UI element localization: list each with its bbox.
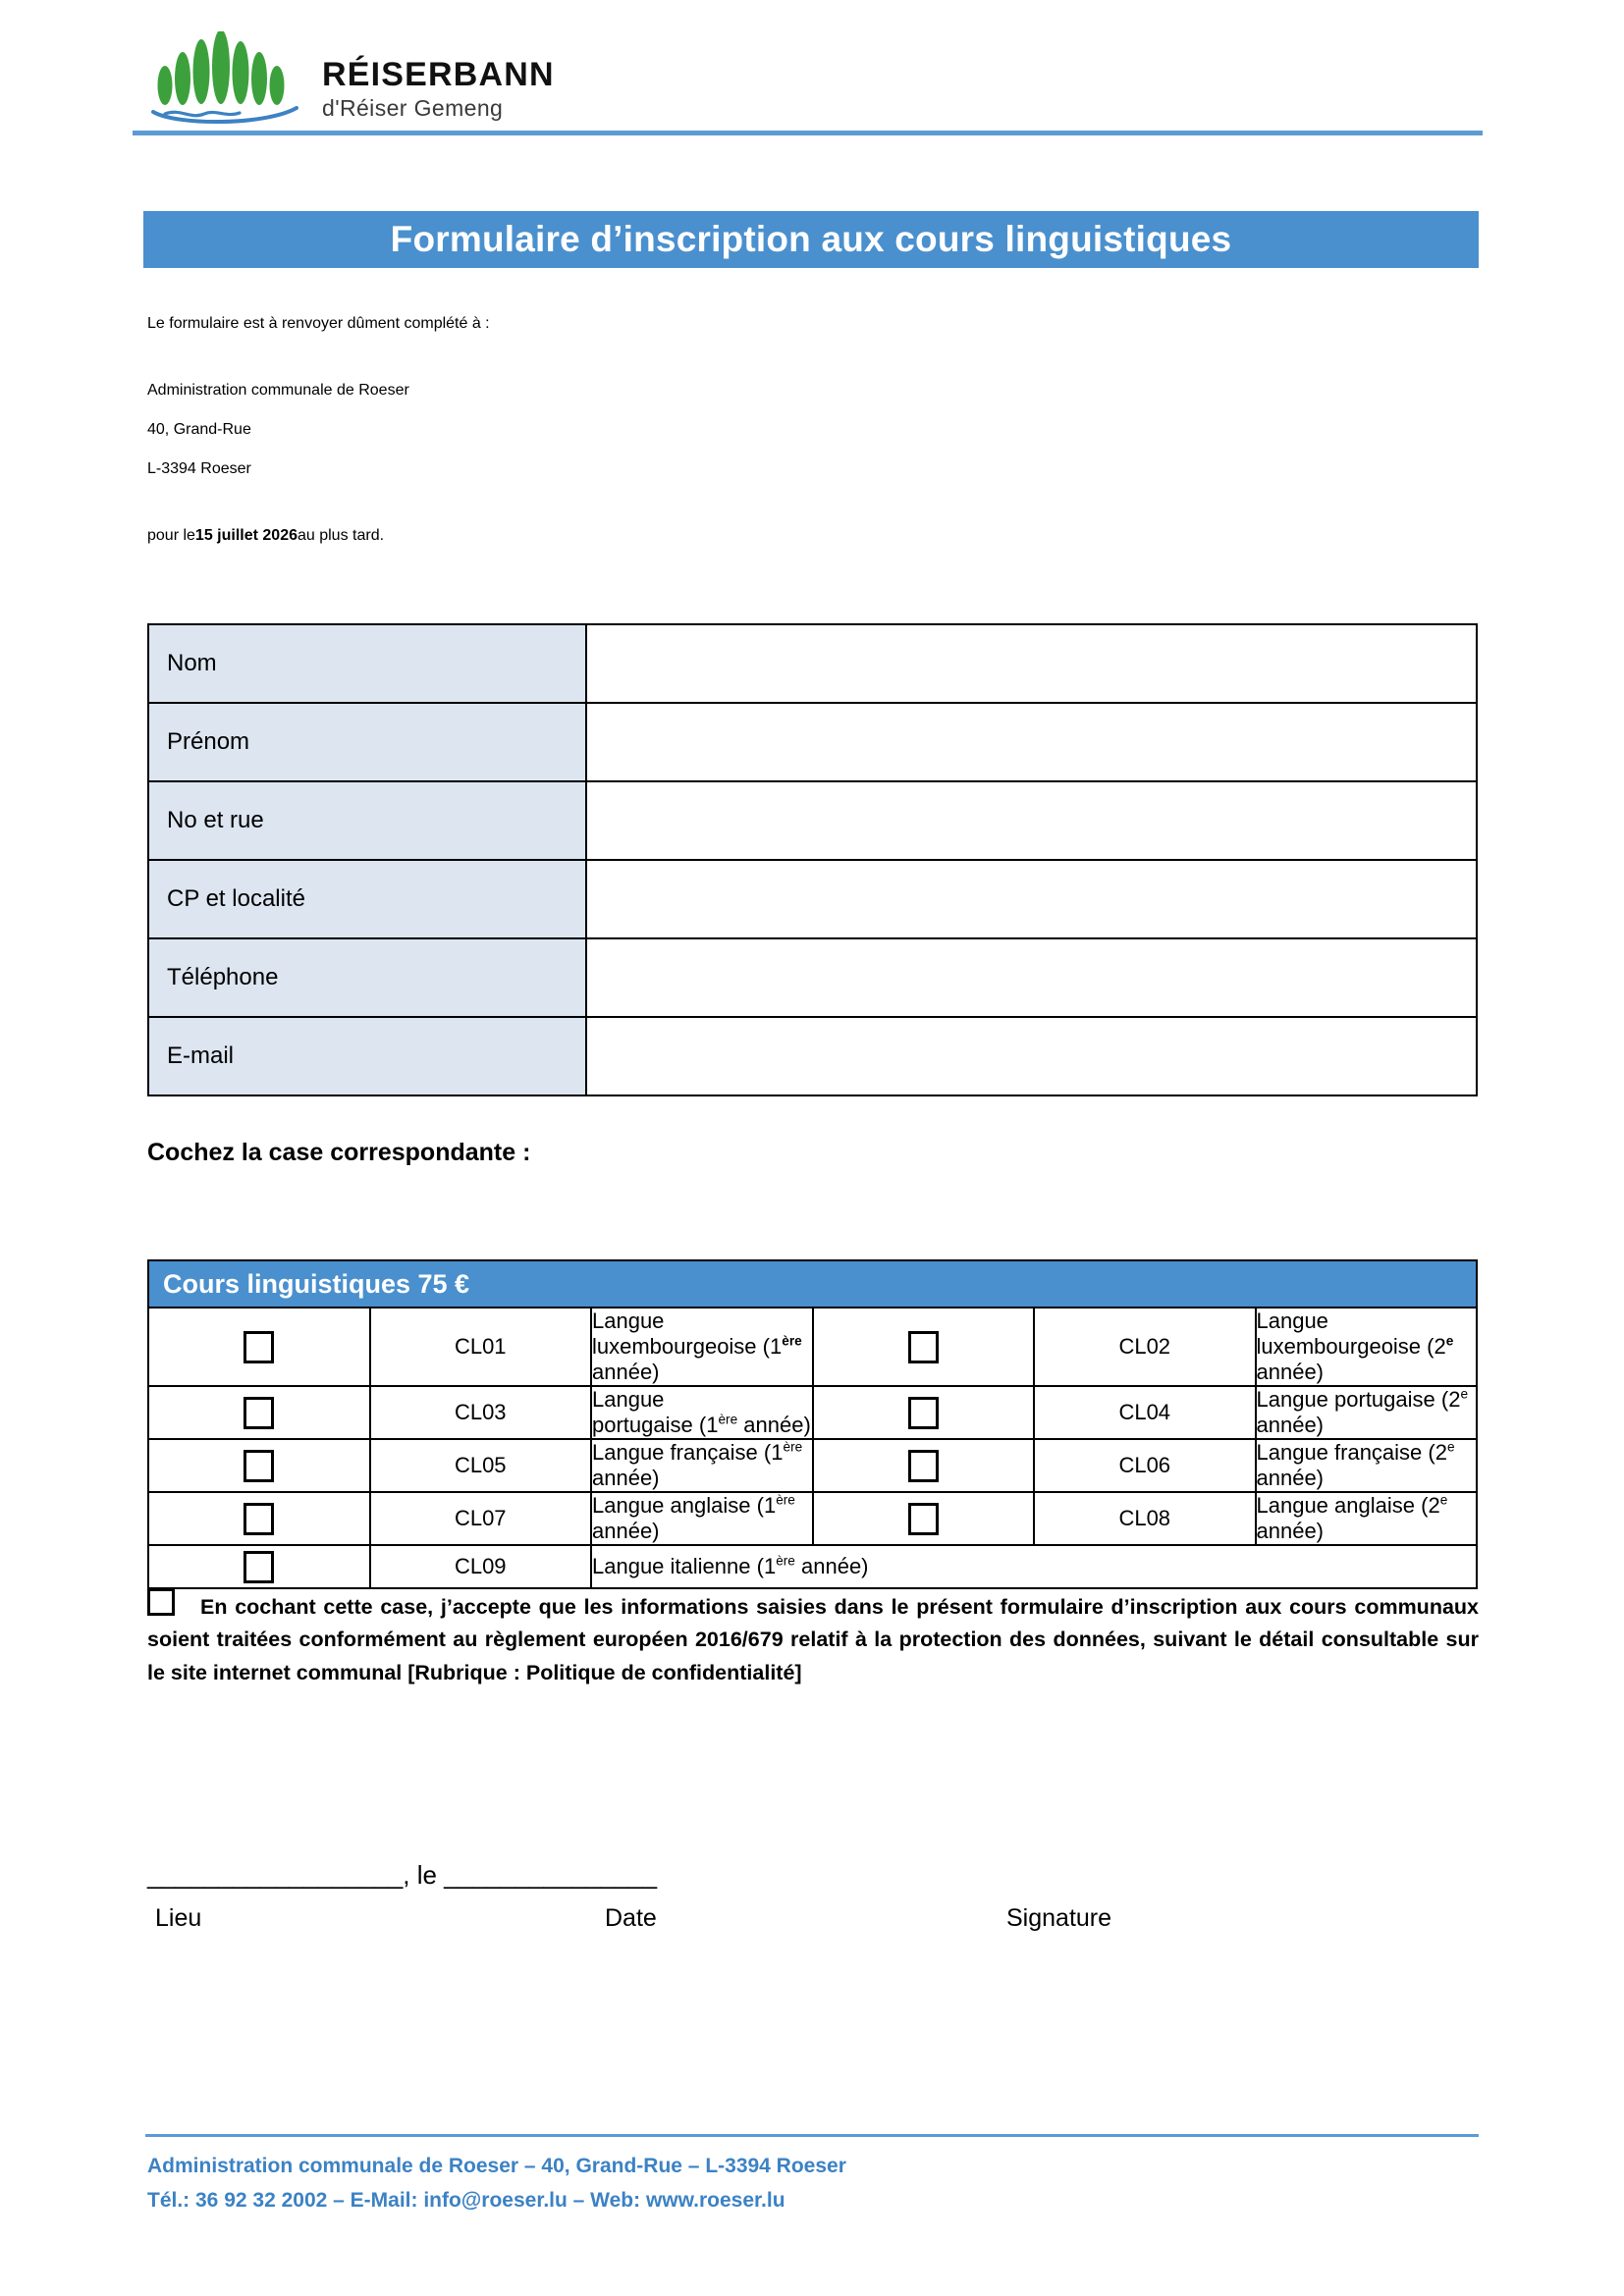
label-date: Date [605,1904,657,1932]
course-ordinal-sup-cl07: ère [776,1492,795,1508]
course-desc-cl02: Langue luxembourgeoise (2e année) [1256,1308,1478,1386]
course-ordinal-sup-cl02: e [1445,1333,1454,1349]
course-code-cl01: CL01 [370,1308,592,1386]
course-ordinal-cl04: 2 [1448,1387,1461,1412]
course-suffix-cl09: année) [794,1554,869,1578]
page-title-banner [143,211,1479,268]
check-instruction: Cochez la case correspondante : [147,1139,531,1166]
deadline-suffix: au plus tard. [297,527,385,544]
page-title: Formulaire d’inscription aux cours linguistiques [390,219,1232,259]
field-label-telephone: Téléphone [148,938,586,1017]
field-input-no-et-rue[interactable] [586,781,1477,860]
recipient-organisation: Administration communale de Roeser [147,382,409,399]
course-name-cl03: Langue portugaise [592,1387,693,1437]
table-row [148,1439,1477,1492]
course-ordinal-sup-cl09: ère [776,1553,795,1569]
label-lieu: Lieu [155,1904,202,1932]
course-ordinal-cl07: 1 [763,1493,777,1518]
course-ordinal-cl01: 1 [770,1334,783,1359]
course-ordinal-sup-cl06: e [1447,1439,1455,1455]
course-checkbox-cell-cl09[interactable] [148,1545,370,1588]
field-label-nom: Nom [148,624,586,703]
page-footer [147,2150,1326,2217]
footer-contact: Tél.: 36 92 32 2002 – E-Mail: info@roeser.lu – Web: www.roeser.lu [147,2188,785,2212]
signature-labels [147,1904,1326,1944]
course-checkbox-cell-cl08[interactable] [813,1492,1035,1545]
checkbox-cl08[interactable] [908,1503,939,1535]
checkbox-gdpr-consent[interactable] [147,1588,175,1616]
course-ordinal-cl03: 1 [706,1413,719,1437]
course-code-cl07: CL07 [370,1492,592,1545]
course-desc-cl03: Langue portugaise (1ère année) [592,1387,811,1437]
course-suffix-cl04: année) [1256,1413,1325,1437]
table-row [148,1308,1477,1386]
course-suffix-cl01: année) [592,1360,660,1384]
intro-instruction: Le formulaire est à renvoyer dûment complété à : [147,315,490,332]
field-label-prenom: Prénom [148,703,586,781]
course-ordinal-cl02: 2 [1434,1334,1446,1359]
course-name-cl01: Langue luxembourgeoise [592,1308,757,1359]
course-name-cl04: Langue portugaise [1256,1387,1435,1412]
courses-table-header-row [148,1260,1477,1308]
field-input-cp-localite[interactable] [586,860,1477,938]
table-row [148,860,1477,938]
deadline-date: 15 juillet 2026 [194,527,298,544]
course-checkbox-cell-cl05[interactable] [148,1439,370,1492]
intro-block [147,304,1227,556]
field-label-email: E-mail [148,1017,586,1095]
course-suffix-cl05: année) [592,1466,660,1490]
course-desc-cl04: Langue portugaise (2e année) [1256,1386,1478,1439]
logo-text [322,55,555,125]
table-row [148,781,1477,860]
course-desc-cl07: Langue anglaise (1ère année) [591,1492,813,1545]
course-name-cl06: Langue française [1256,1440,1423,1465]
course-name-cl09: Langue italienne [592,1554,751,1578]
recipient-city: L-3394 Roeser [147,460,251,477]
course-ordinal-cl05: 1 [771,1440,784,1465]
course-name-cl07: Langue anglaise [592,1493,751,1518]
course-checkbox-cell-cl04[interactable] [813,1386,1035,1439]
course-name-cl05: Langue française [592,1440,758,1465]
course-ordinal-cl06: 2 [1435,1440,1447,1465]
course-checkbox-cell-cl03[interactable] [148,1386,370,1439]
course-desc-cl06: Langue française (2e année) [1256,1439,1478,1492]
checkbox-cl03[interactable] [244,1397,274,1429]
course-code-cl05: CL05 [370,1439,592,1492]
course-checkbox-cell-cl06[interactable] [813,1439,1035,1492]
course-desc-cl01: Langue luxembourgeoise (1ère année) [591,1308,813,1386]
field-input-telephone[interactable] [586,938,1477,1017]
course-suffix-cl02: année) [1256,1360,1325,1384]
field-input-prenom[interactable] [586,703,1477,781]
signature-lines[interactable]: __________________, le _______________ [147,1860,658,1890]
course-suffix-cl07: année) [592,1519,660,1543]
label-signature: Signature [1006,1904,1112,1932]
consent-block [147,1588,1479,1689]
course-code-cl08: CL08 [1034,1492,1256,1545]
courses-table-header: Cours linguistiques 75 € [148,1260,1477,1308]
course-name-cl02: Langue luxembourgeoise [1256,1308,1422,1359]
course-desc-cl08: Langue anglaise (2e année) [1256,1492,1478,1545]
table-row [148,1492,1477,1545]
course-code-cl03: CL03 [370,1386,592,1439]
course-checkbox-cell-cl01[interactable] [148,1308,370,1386]
field-input-nom[interactable] [586,624,1477,703]
course-checkbox-cell-cl02[interactable] [813,1308,1035,1386]
courses-table [147,1259,1478,1589]
deadline-prefix: pour le [147,527,195,544]
checkbox-cl09[interactable] [244,1551,274,1583]
field-input-email[interactable] [586,1017,1477,1095]
footer-divider [145,2134,1479,2137]
table-row [148,1386,1477,1439]
table-row [148,624,1477,703]
page-header [147,31,1478,139]
course-code-cl02: CL02 [1034,1308,1256,1386]
course-desc-cl05: Langue française (1ère année) [591,1439,813,1492]
checkbox-cl07[interactable] [244,1503,274,1535]
course-name-cl08: Langue anglaise [1256,1493,1415,1518]
logo-tagline: d'Réiser Gemeng [322,94,504,121]
course-checkbox-cell-cl07[interactable] [148,1492,370,1545]
personal-data-table [147,623,1478,1096]
course-ordinal-cl08: 2 [1428,1493,1440,1518]
footer-address: Administration communale de Roeser – 40, Grand-Rue – L-3394 Roeser [147,2155,846,2177]
course-code-cl06: CL06 [1034,1439,1256,1492]
checkbox-cl06[interactable] [908,1450,939,1482]
field-label-no-et-rue: No et rue [148,781,586,860]
header-divider [133,131,1483,135]
table-row [148,1545,1477,1588]
logo [147,31,1478,125]
course-ordinal-sup-cl03: ère [718,1412,738,1427]
reiserbann-logo-icon [147,31,304,125]
course-ordinal-sup-cl04: e [1460,1386,1469,1402]
course-code-cl04: CL04 [1034,1386,1256,1439]
course-ordinal-sup-cl05: ère [783,1439,803,1455]
recipient-street: 40, Grand-Rue [147,421,251,438]
course-desc-cl09: Langue italienne (1ère année) [591,1545,1477,1588]
field-label-cp-localite: CP et localité [148,860,586,938]
course-ordinal-sup-cl01: ère [782,1333,802,1349]
course-ordinal-cl09: 1 [763,1554,777,1578]
course-suffix-cl06: année) [1256,1466,1325,1490]
table-row [148,1017,1477,1095]
checkbox-cl02[interactable] [908,1331,939,1363]
table-row [148,938,1477,1017]
logo-title: RÉISERBANN [322,55,555,93]
course-suffix-cl03: année) [737,1413,811,1437]
course-code-cl09: CL09 [370,1545,592,1588]
course-suffix-cl08: année) [1256,1519,1325,1543]
consent-text: En cochant cette case, j’accepte que les informations saisies dans le présent formulaire d’inscription aux cours communaux soient traitées conformément au règlement européen 2016/679 relatif à la protection des données, suivant le détail consultable sur le site internet communal [Rubrique : Politique de confidentialité] [147,1595,1479,1684]
table-row [148,703,1477,781]
checkbox-cl04[interactable] [908,1397,939,1429]
course-ordinal-sup-cl08: e [1439,1492,1448,1508]
checkbox-cl05[interactable] [244,1450,274,1482]
checkbox-cl01[interactable] [244,1331,274,1363]
